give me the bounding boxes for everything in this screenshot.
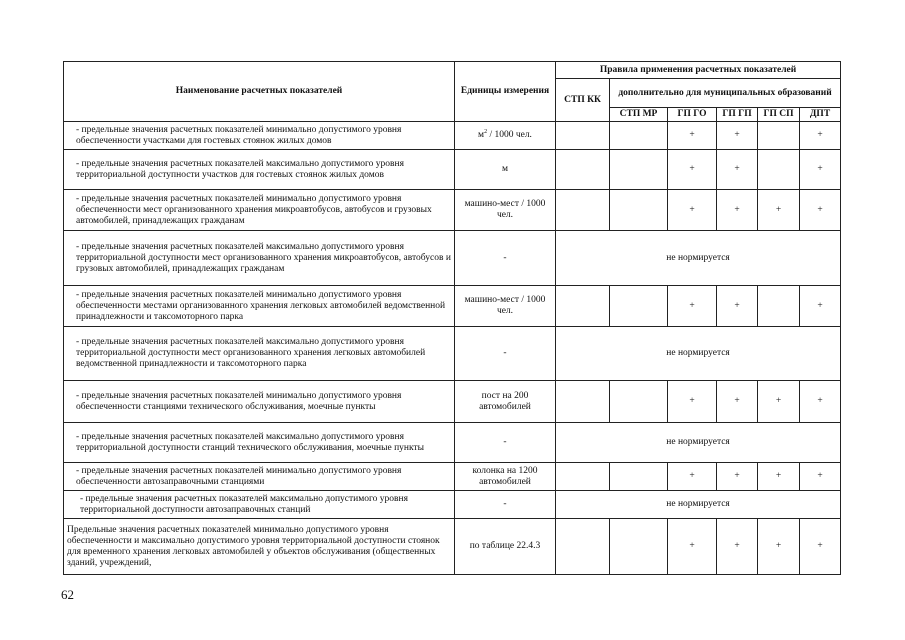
mark-cell bbox=[758, 122, 800, 150]
unit-cell: м bbox=[455, 150, 556, 190]
mark-cell bbox=[610, 463, 668, 491]
indicator-name: - предельные значения расчетных показателей минимально допустимого уровня обеспеченности участками для гостевых стоянок жилых домов bbox=[64, 122, 455, 150]
indicator-name: - предельные значения расчетных показателей максимально допустимого уровня территориальной доступности автозаправочных станций bbox=[64, 491, 455, 519]
mark-cell: + bbox=[668, 122, 717, 150]
unit-cell: - bbox=[455, 491, 556, 519]
mark-cell bbox=[610, 122, 668, 150]
mark-cell: + bbox=[668, 286, 717, 327]
mark-cell: + bbox=[758, 463, 800, 491]
mark-cell bbox=[610, 150, 668, 190]
indicator-name: - предельные значения расчетных показателей минимально допустимого уровня обеспеченности местами организованного хранения легковых автомобилей ведомственной принадлежности и таксомоторного парка bbox=[64, 286, 455, 327]
header-gp-sp: ГП СП bbox=[758, 108, 800, 122]
mark-cell: + bbox=[717, 463, 758, 491]
unit-cell: машино-мест / 1000 чел. bbox=[455, 286, 556, 327]
mark-cell: + bbox=[668, 190, 717, 231]
header-additional: дополнительно для муниципальных образований bbox=[610, 79, 841, 108]
mark-cell: + bbox=[717, 150, 758, 190]
table-row bbox=[64, 463, 841, 491]
header-rules: Правила применения расчетных показателей bbox=[556, 62, 841, 79]
mark-cell: + bbox=[717, 286, 758, 327]
header-dpt: ДПТ bbox=[800, 108, 841, 122]
mark-cell: + bbox=[800, 463, 841, 491]
mark-cell bbox=[610, 519, 668, 575]
unit-cell: - bbox=[455, 327, 556, 381]
mark-cell: + bbox=[758, 381, 800, 423]
indicator-name: - предельные значения расчетных показателей минимально допустимого уровня обеспеченности мест организованного хранения микроавтобусов, автобусов и грузовых автомобилей, принадлежащих гражданам bbox=[64, 190, 455, 231]
mark-cell: + bbox=[668, 150, 717, 190]
indicator-name: - предельные значения расчетных показателей минимально допустимого уровня обеспеченности станциями технического обслуживания, моечные пункты bbox=[64, 381, 455, 423]
mark-cell bbox=[610, 286, 668, 327]
unit-cell: машино-мест / 1000 чел. bbox=[455, 190, 556, 231]
mark-cell bbox=[556, 286, 610, 327]
mark-cell: + bbox=[800, 150, 841, 190]
mark-cell bbox=[556, 381, 610, 423]
mark-cell: + bbox=[668, 519, 717, 575]
indicator-name: - предельные значения расчетных показателей максимально допустимого уровня территориальной доступности участков для гостевых стоянок жилых домов bbox=[64, 150, 455, 190]
unit-cell: по таблице 22.4.3 bbox=[455, 519, 556, 575]
unit-cell: $м^2 / 1000$ чел. bbox=[455, 122, 556, 150]
indicator-name: - предельные значения расчетных показателей максимально допустимого уровня территориальной доступности мест организованного хранения легковых автомобилей ведомственной принадлежности и таксомоторного парка bbox=[64, 327, 455, 381]
indicator-name: Предельные значения расчетных показателей минимально допустимого уровня обеспеченности и максимально допустимого уровня территориальной доступности стоянок для временного хранения легковых автомобилей у объектов обслуживания (общественных зданий, учреждений, bbox=[64, 519, 455, 575]
mark-cell bbox=[610, 381, 668, 423]
not-regulated-note: не нормируется bbox=[556, 231, 841, 286]
table-row bbox=[64, 231, 841, 286]
mark-cell: + bbox=[800, 381, 841, 423]
table-row bbox=[64, 122, 841, 150]
table-row bbox=[64, 491, 841, 519]
mark-cell: + bbox=[668, 463, 717, 491]
table-row bbox=[64, 381, 841, 423]
table-row bbox=[64, 286, 841, 327]
unit-cell: - bbox=[455, 423, 556, 463]
mark-cell: + bbox=[800, 286, 841, 327]
mark-cell bbox=[556, 122, 610, 150]
table-row bbox=[64, 150, 841, 190]
mark-cell bbox=[610, 190, 668, 231]
header-stp-mr: СТП МР bbox=[610, 108, 668, 122]
table-row bbox=[64, 423, 841, 463]
indicator-name: - предельные значения расчетных показателей максимально допустимого уровня территориальной доступности мест организованного хранения микроавтобусов, автобусов и грузовых автомобилей, принадлежащих гражданам bbox=[64, 231, 455, 286]
mark-cell: + bbox=[717, 519, 758, 575]
mark-cell bbox=[758, 286, 800, 327]
page-number: 62 bbox=[61, 587, 74, 602]
indicators-table bbox=[63, 61, 841, 575]
unit-cell: пост на 200 автомобилей bbox=[455, 381, 556, 423]
not-regulated-note: не нормируется bbox=[556, 327, 841, 381]
indicator-name: - предельные значения расчетных показателей минимально допустимого уровня обеспеченности автозаправочными станциями bbox=[64, 463, 455, 491]
not-regulated-note: не нормируется bbox=[556, 423, 841, 463]
mark-cell bbox=[556, 463, 610, 491]
mark-cell: + bbox=[758, 190, 800, 231]
unit-cell: - bbox=[455, 231, 556, 286]
mark-cell: + bbox=[800, 190, 841, 231]
indicator-name: - предельные значения расчетных показателей максимально допустимого уровня территориальной доступности станций технического обслуживания, моечные пункты bbox=[64, 423, 455, 463]
table-row bbox=[64, 327, 841, 381]
mark-cell: + bbox=[800, 122, 841, 150]
unit-cell: колонка на 1200 автомобилей bbox=[455, 463, 556, 491]
header-units: Единицы измерения bbox=[455, 62, 556, 122]
table-row bbox=[64, 190, 841, 231]
header-name: Наименование расчетных показателей bbox=[64, 62, 455, 122]
mark-cell: + bbox=[800, 519, 841, 575]
not-regulated-note: не нормируется bbox=[556, 491, 841, 519]
mark-cell bbox=[556, 519, 610, 575]
header-gp-gp: ГП ГП bbox=[717, 108, 758, 122]
mark-cell: + bbox=[717, 381, 758, 423]
mark-cell: + bbox=[717, 190, 758, 231]
mark-cell bbox=[758, 150, 800, 190]
mark-cell: + bbox=[668, 381, 717, 423]
header-stp-kk: СТП КК bbox=[556, 79, 610, 122]
mark-cell bbox=[556, 150, 610, 190]
table-row bbox=[64, 519, 841, 575]
header-gp-go: ГП ГО bbox=[668, 108, 717, 122]
mark-cell bbox=[556, 190, 610, 231]
mark-cell: + bbox=[758, 519, 800, 575]
mark-cell: + bbox=[717, 122, 758, 150]
